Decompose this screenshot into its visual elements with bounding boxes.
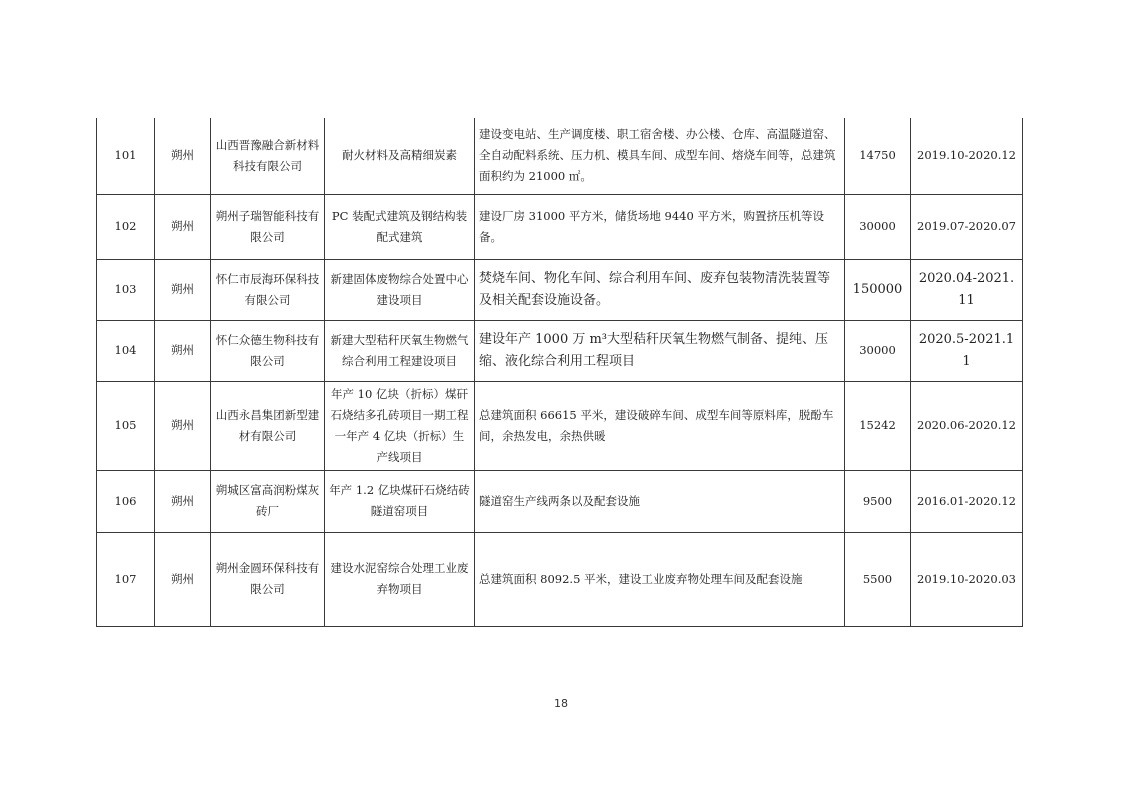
table-row (97, 118, 1023, 194)
city: 朔州 (155, 194, 211, 259)
page-number: 18 (554, 697, 568, 710)
construction-period: 2020.06-2020.12 (911, 381, 1023, 470)
investment: 30000 (845, 320, 911, 381)
table-row (97, 470, 1023, 532)
project-name: 新建固体废物综合处置中心建设项目 (325, 259, 475, 320)
construction-period: 2019.07-2020.07 (911, 194, 1023, 259)
row-number: 103 (97, 259, 155, 320)
construction-period: 2016.01-2020.12 (911, 470, 1023, 532)
investment: 5500 (845, 532, 911, 626)
city: 朔州 (155, 470, 211, 532)
project-name: 年产 1.2 亿块煤矸石烧结砖隧道窑项目 (325, 470, 475, 532)
table-row (97, 381, 1023, 470)
table-row (97, 259, 1023, 320)
investment: 15242 (845, 381, 911, 470)
construction-content: 建设厂房 31000 平方米，储货场地 9440 平方米，购置挤压机等设备。 (475, 194, 845, 259)
row-number: 107 (97, 532, 155, 626)
row-number: 105 (97, 381, 155, 470)
row-number: 106 (97, 470, 155, 532)
city: 朔州 (155, 259, 211, 320)
table-row (97, 194, 1023, 259)
construction-content: 总建筑面积 66615 平米，建设破碎车间、成型车间等原料库，脱酚车间，余热发电，余热供暖 (475, 381, 845, 470)
city: 朔州 (155, 381, 211, 470)
city: 朔州 (155, 320, 211, 381)
row-number: 101 (97, 118, 155, 194)
company-name: 山西永昌集团新型建材有限公司 (211, 381, 325, 470)
construction-content: 焚烧车间、物化车间、综合利用车间、废弃包装物清洗装置等及相关配套设施设备。 (475, 259, 845, 320)
city: 朔州 (155, 532, 211, 626)
investment: 9500 (845, 470, 911, 532)
project-table (96, 118, 1023, 627)
investment: 30000 (845, 194, 911, 259)
investment: 150000 (845, 259, 911, 320)
construction-period: 2020.04-2021.11 (911, 259, 1023, 320)
company-name: 怀仁市辰海环保科技有限公司 (211, 259, 325, 320)
construction-content: 总建筑面积 8092.5 平米，建设工业废弃物处理车间及配套设施 (475, 532, 845, 626)
construction-period: 2019.10-2020.12 (911, 118, 1023, 194)
project-name: 年产 10 亿块（折标）煤矸石烧结多孔砖项目一期工程一年产 4 亿块（折标）生产线项目 (325, 381, 475, 470)
construction-content: 建设年产 1000 万 m³大型秸秆厌氧生物燃气制备、提纯、压缩、液化综合利用工程项目 (475, 320, 845, 381)
company-name: 山西晋豫融合新材料科技有限公司 (211, 118, 325, 194)
investment: 14750 (845, 118, 911, 194)
city: 朔州 (155, 118, 211, 194)
project-name: 建设水泥窑综合处理工业废弃物项目 (325, 532, 475, 626)
table-row (97, 532, 1023, 626)
row-number: 104 (97, 320, 155, 381)
company-name: 朔州金圆环保科技有限公司 (211, 532, 325, 626)
company-name: 朔州子瑞智能科技有限公司 (211, 194, 325, 259)
table-row (97, 320, 1023, 381)
row-number: 102 (97, 194, 155, 259)
project-name: 耐火材料及高精细炭素 (325, 118, 475, 194)
construction-period: 2019.10-2020.03 (911, 532, 1023, 626)
project-name: PC 装配式建筑及钢结构装配式建筑 (325, 194, 475, 259)
project-name: 新建大型秸秆厌氧生物燃气综合利用工程建设项目 (325, 320, 475, 381)
project-table-container (96, 118, 1022, 627)
construction-period: 2020.5-2021.11 (911, 320, 1023, 381)
construction-content: 建设变电站、生产调度楼、职工宿舍楼、办公楼、仓库、高温隧道窑、全自动配料系统、压力机、模具车间、成型车间、熔烧车间等，总建筑面积约为 21000 ㎡。 (475, 118, 845, 194)
company-name: 怀仁众德生物科技有限公司 (211, 320, 325, 381)
construction-content: 隧道窑生产线两条以及配套设施 (475, 470, 845, 532)
company-name: 朔城区富高润粉煤灰砖厂 (211, 470, 325, 532)
